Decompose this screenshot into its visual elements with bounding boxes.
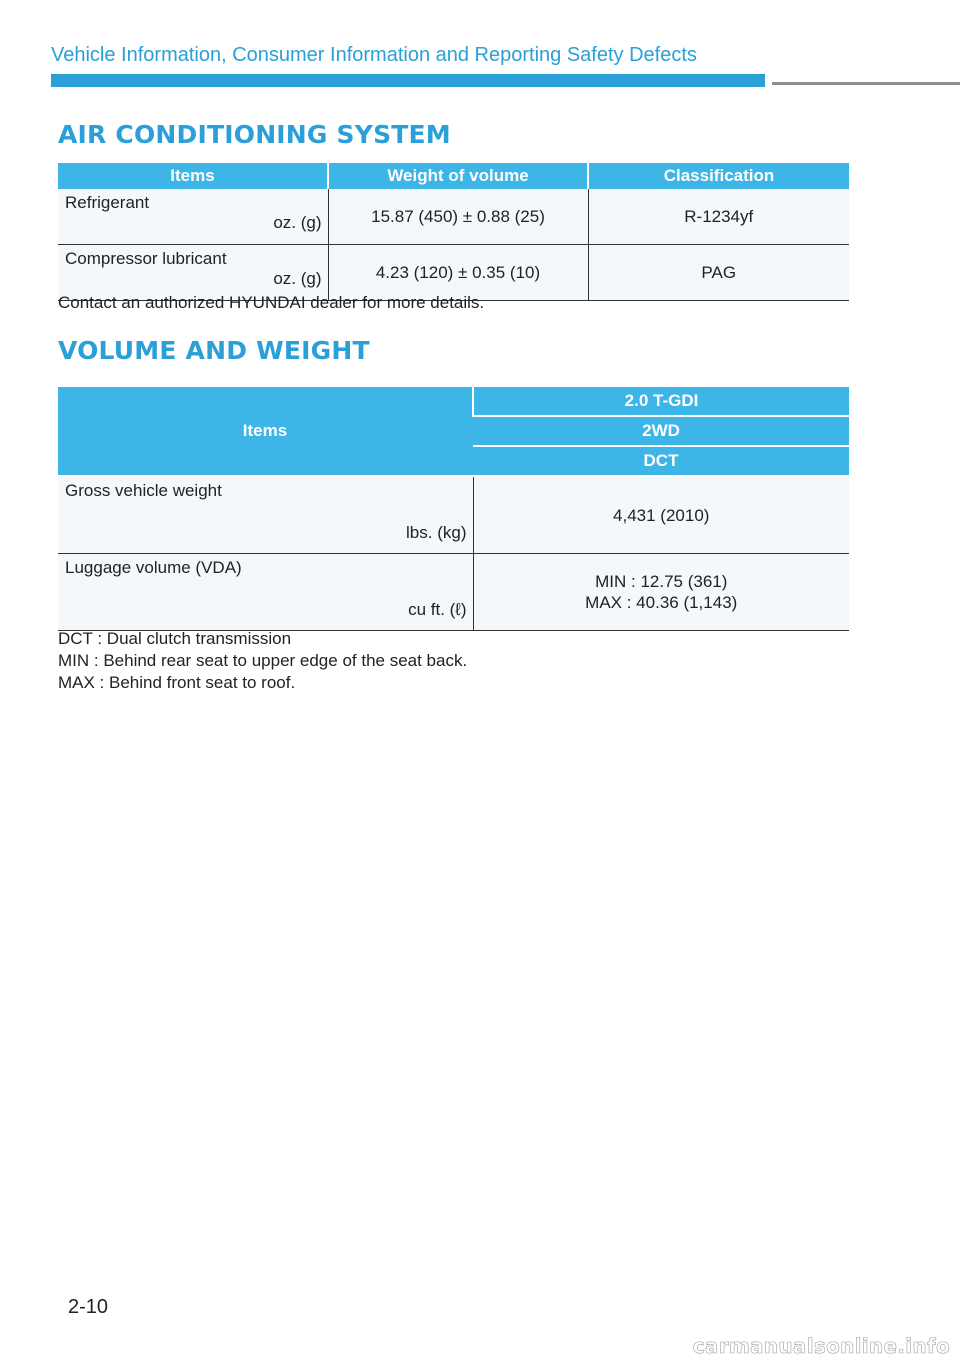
item-name: Compressor lubricant	[65, 249, 227, 268]
column-header-classification: Classification	[588, 163, 849, 189]
section-heading-air-conditioning: AIR CONDITIONING SYSTEM	[58, 120, 451, 149]
weight-value: 15.87 (450) ± 0.88 (25)	[328, 189, 588, 245]
value-line: 4,431 (2010)	[613, 505, 710, 525]
weight-value: 4.23 (120) ± 0.35 (10)	[328, 245, 588, 301]
column-header-drive: 2WD	[473, 416, 849, 446]
item-unit: oz. (g)	[273, 213, 322, 232]
footnote-min: MIN : Behind rear seat to upper edge of the seat back.	[58, 651, 468, 670]
table-row	[58, 189, 849, 245]
classification-value: PAG	[588, 245, 849, 301]
chapter-title: Vehicle Information, Consumer Information and Reporting Safety Defects	[51, 44, 697, 66]
table-header-row	[58, 387, 849, 416]
value-line: MIN : 12.75 (361)	[595, 572, 728, 591]
item-unit: oz. (g)	[273, 269, 322, 288]
value-cell	[473, 554, 849, 631]
item-unit: cu ft. (ℓ)	[408, 600, 467, 619]
item-name: Luggage volume (VDA)	[65, 558, 242, 577]
footnote-dct: DCT : Dual clutch transmission	[58, 629, 292, 648]
column-header-items: Items	[58, 163, 328, 189]
value-line: MAX : 40.36 (1,143)	[585, 593, 738, 612]
item-cell	[58, 189, 328, 245]
footnote-max: MAX : Behind front seat to roof.	[58, 673, 296, 692]
watermark: carmanualsonline.info	[692, 1334, 950, 1358]
dealer-note: Contact an authorized HYUNDAI dealer for more details.	[58, 293, 485, 312]
table-header-row	[58, 163, 849, 189]
volume-weight-table	[58, 387, 849, 631]
item-cell	[58, 476, 473, 554]
table-row	[58, 476, 849, 554]
header-divider-line	[772, 82, 960, 85]
column-header-engine: 2.0 T-GDI	[473, 387, 849, 416]
item-unit: lbs. (kg)	[406, 523, 467, 542]
column-header-items: Items	[58, 387, 473, 476]
item-cell	[58, 554, 473, 631]
air-conditioning-table	[58, 163, 849, 301]
item-name: Gross vehicle weight	[65, 481, 222, 500]
item-name: Refrigerant	[65, 193, 150, 212]
column-header-transmission: DCT	[473, 446, 849, 476]
header-accent-bar	[51, 74, 765, 87]
table-row	[58, 554, 849, 631]
footnotes	[58, 628, 467, 694]
column-header-weight: Weight of volume	[328, 163, 588, 189]
value-cell	[473, 476, 849, 554]
section-heading-volume-weight: VOLUME AND WEIGHT	[58, 336, 370, 365]
classification-value: R-1234yf	[588, 189, 849, 245]
page-number: 2-10	[68, 1296, 109, 1318]
